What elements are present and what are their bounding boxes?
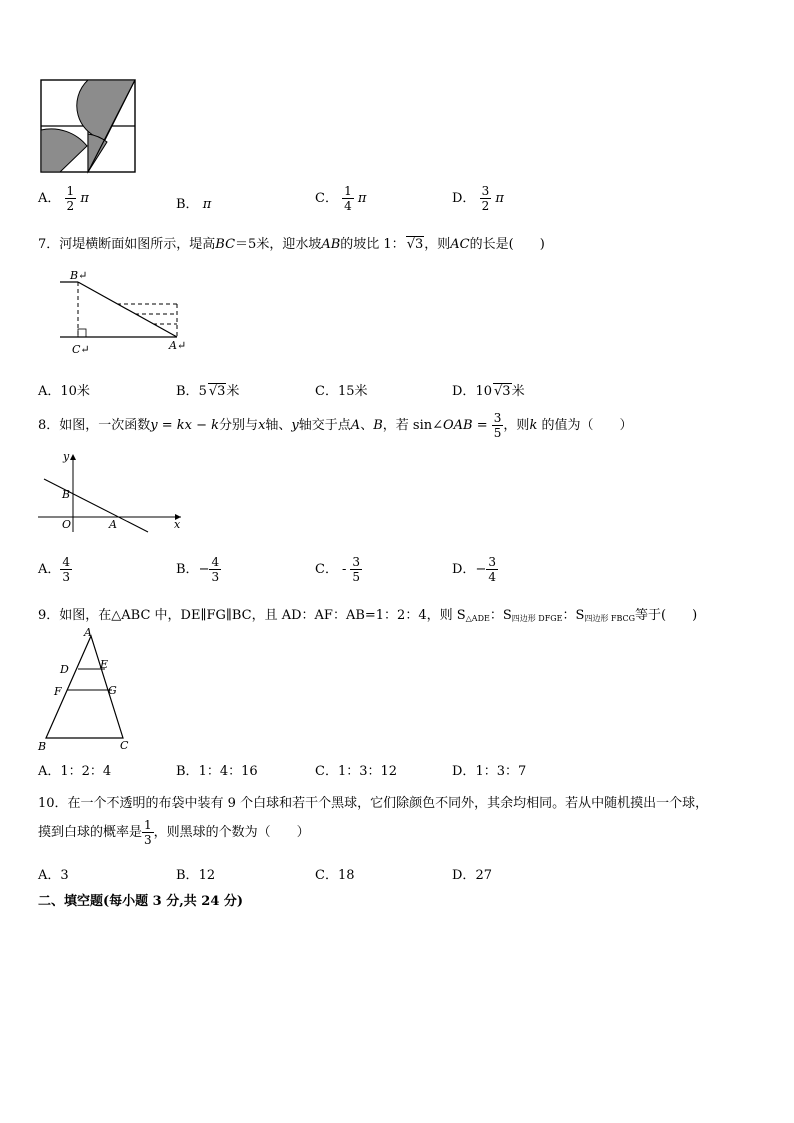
q6-option-d: D． $\frac{3}{2}$ π bbox=[452, 184, 504, 213]
q10-option-d: D．27 bbox=[452, 868, 492, 883]
label-f: F bbox=[54, 685, 62, 698]
section-2-title: 二、填空题(每小题 3 分,共 24 分) bbox=[38, 894, 244, 909]
sqrt: √3 bbox=[406, 237, 424, 252]
q10-option-c: C．18 bbox=[315, 868, 355, 883]
q7-option-a: A．10米 bbox=[38, 384, 90, 399]
label-a: A bbox=[109, 518, 117, 531]
q9-option-d: D．1：3：7 bbox=[452, 764, 527, 779]
label-c: C bbox=[120, 739, 129, 752]
q8-stem: 8．如图，一次函数y = kx − k分别与x轴、y轴交于点A、B，若 sin∠OAB = $\frac{3}{5}$ ，则k 的值为（ ） bbox=[38, 411, 633, 440]
label-a: A↵ bbox=[169, 339, 187, 352]
label-b: B bbox=[38, 740, 47, 753]
label-o: O bbox=[62, 518, 72, 531]
q6-option-b: B． π bbox=[176, 197, 212, 212]
q10-option-b: B．12 bbox=[176, 868, 216, 883]
label-a: A bbox=[84, 626, 92, 639]
axis-label-x: x bbox=[174, 518, 181, 531]
q7-option-d: D．10 √3米 bbox=[452, 384, 525, 399]
fraction: $\frac{1}{2}$ bbox=[66, 184, 75, 213]
q8-figure bbox=[36, 450, 186, 535]
q10-stem-line1: 10．在一个不透明的布袋中装有 9 个白球和若干个黑球，它们除颜色不同外，其余均相同。若从中随机摸出一个球， bbox=[38, 796, 709, 811]
label-d: D bbox=[60, 663, 69, 676]
q7-option-c: C．15米 bbox=[315, 384, 368, 399]
label-g: G bbox=[108, 684, 117, 697]
axis-label-y: y bbox=[63, 450, 70, 463]
fraction: $\frac{1}{4}$ bbox=[344, 184, 352, 213]
q6-option-c: C． $\frac{1}{4}$ π bbox=[315, 184, 367, 213]
fraction: $\frac{3}{2}$ bbox=[481, 184, 490, 213]
q9-option-a: A．1：2：4 bbox=[38, 764, 112, 779]
q6-option-a: A． $\frac{1}{2}$ π bbox=[38, 184, 89, 213]
q7-stem: 7．河堤横断面如图所示，堤高BC＝5米，迎水坡AB的坡比 1： √3，则AC的长是( ) bbox=[38, 237, 545, 252]
label-c: C↵ bbox=[72, 343, 90, 356]
q8-option-d: D．− $\frac{3}{4}$ bbox=[452, 555, 496, 584]
q6-figure bbox=[38, 78, 138, 175]
q9-figure bbox=[36, 624, 136, 754]
q7-figure bbox=[55, 264, 195, 356]
q8-option-a: A． $\frac{4}{3}$ bbox=[38, 555, 71, 584]
q7-option-b: B．5 √3米 bbox=[176, 384, 240, 399]
q10-stem-line2: 摸到白球的概率是 $\frac{1}{3}$ ，则黑球的个数为（ ） bbox=[38, 818, 310, 847]
q9-option-b: B．1：4：16 bbox=[176, 764, 258, 779]
q8-option-b: B．− $\frac{4}{3}$ bbox=[176, 555, 220, 584]
q8-option-c: C． - $\frac{3}{5}$ bbox=[315, 555, 360, 584]
label-e: E bbox=[100, 658, 109, 671]
label-b: B bbox=[62, 488, 71, 501]
q9-stem: 9．如图，在△ABC 中，DE∥FG∥BC，且 AD：AF：AB=1：2：4，则 $S_{\triangle ADE}$：$S_{四边形 DFGE}$：$S_{四边形 FBCG}$等于( ) bbox=[38, 608, 698, 623]
label-b: B↵ bbox=[70, 269, 88, 282]
q10-option-a: A．3 bbox=[38, 868, 69, 883]
q9-option-c: C．1：3：12 bbox=[315, 764, 398, 779]
